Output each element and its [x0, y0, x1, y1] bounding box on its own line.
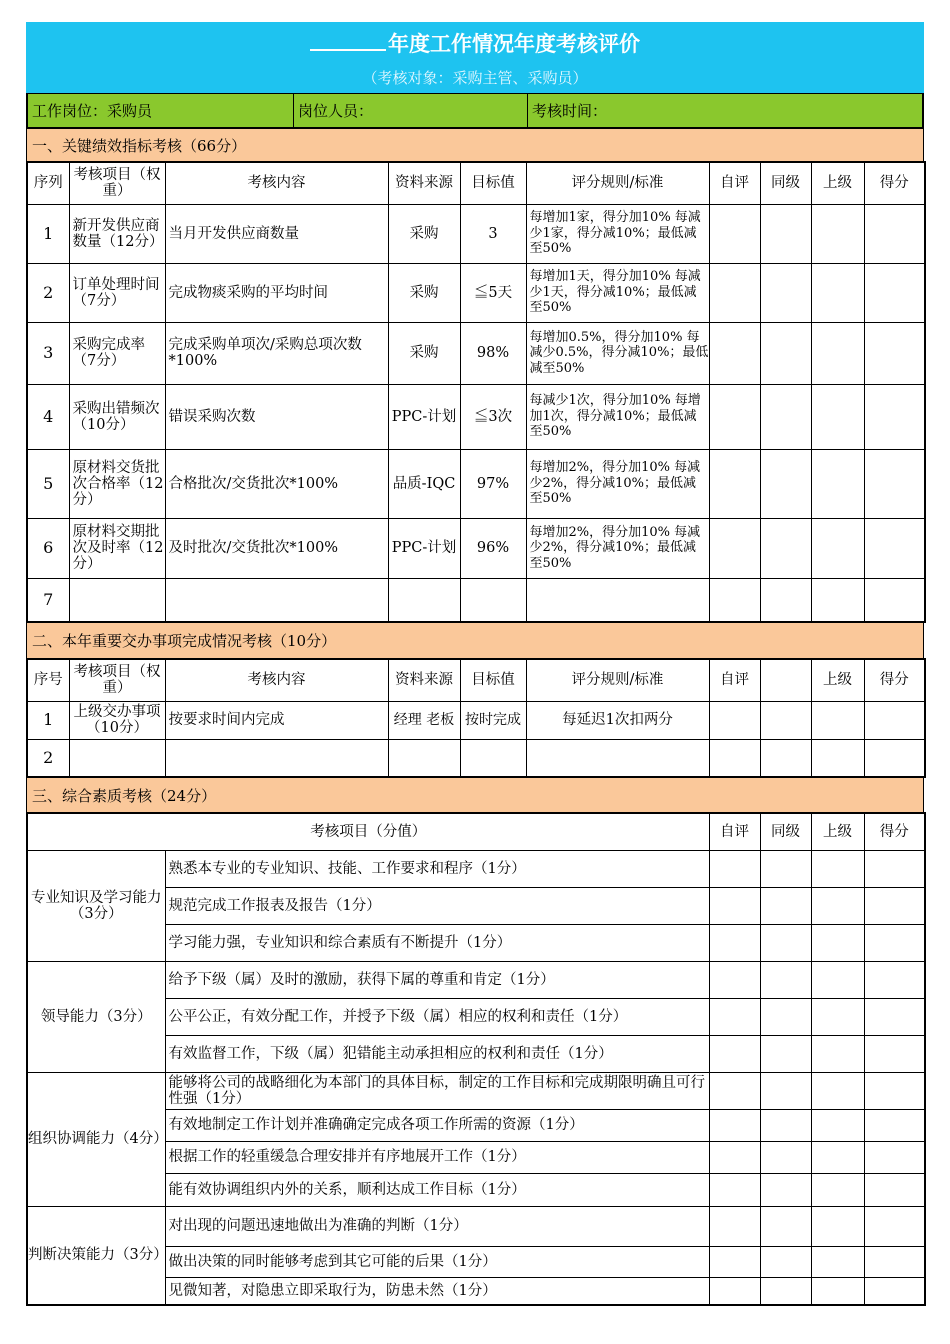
row-content: 合格批次/交货批次*100% [165, 449, 388, 518]
peer-score-cell[interactable] [760, 1206, 811, 1246]
final-score-cell[interactable] [864, 263, 925, 322]
page-title-text: 年度工作情况年度考核评价 [388, 31, 640, 56]
row-rule: 每增加1天，得分加10% 每减少1天，得分减10%；最低减至50% [526, 263, 709, 322]
final-score-cell[interactable] [864, 1141, 925, 1173]
self-score-cell[interactable] [709, 739, 760, 777]
self-score-cell[interactable] [709, 204, 760, 263]
superior-score-cell[interactable] [811, 384, 864, 449]
header-cell: 同级 [760, 162, 811, 204]
section2-title: 二、本年重要交办事项完成情况考核（10分） [26, 623, 924, 658]
header-cell: 序列 [27, 162, 69, 204]
header-cell [760, 659, 811, 701]
row-rule: 每减少1次，得分加10% 每增加1次，得分减10%；最低减至50% [526, 384, 709, 449]
row-item: 订单处理时间（7分） [69, 263, 165, 322]
superior-score-cell[interactable] [811, 998, 864, 1035]
peer-score-cell[interactable] [760, 1109, 811, 1141]
row-content: 按要求时间内完成 [165, 701, 388, 739]
info-bar [26, 93, 924, 129]
table-row [27, 1072, 925, 1109]
superior-score-cell[interactable] [811, 1246, 864, 1277]
table-row [27, 518, 925, 578]
self-score-cell[interactable] [709, 1206, 760, 1246]
superior-score-cell[interactable] [811, 1277, 864, 1305]
criterion-text: 公平公正，有效分配工作，并授予下级（属）相应的权利和责任（1分） [165, 998, 709, 1035]
table-row [27, 322, 925, 384]
header-cell: 同级 [760, 813, 811, 850]
header-cell: 考核内容 [165, 162, 388, 204]
row-source: 经理 老板 [388, 701, 460, 739]
final-score-cell[interactable] [864, 701, 925, 739]
group-name: 领导能力（3分） [27, 961, 165, 1072]
header-cell: 上级 [811, 162, 864, 204]
final-score-cell[interactable] [864, 887, 925, 924]
self-score-cell[interactable] [709, 850, 760, 887]
header-cell: 上级 [811, 813, 864, 850]
table-row [27, 449, 925, 518]
peer-score-cell[interactable] [760, 578, 811, 622]
superior-score-cell[interactable] [811, 204, 864, 263]
row-item: 原材料交货批次合格率（12分） [69, 449, 165, 518]
criterion-text: 有效监督工作，下级（属）犯错能主动承担相应的权利和责任（1分） [165, 1035, 709, 1072]
row-number: 1 [27, 204, 69, 263]
peer-score-cell[interactable] [760, 384, 811, 449]
row-source: 采购 [388, 322, 460, 384]
criterion-text: 能有效协调组织内外的关系，顺利达成工作目标（1分） [165, 1173, 709, 1206]
peer-score-cell[interactable] [760, 449, 811, 518]
table-row [27, 263, 925, 322]
row-rule: 每增加0.5%，得分加10% 每减少0.5%，得分减10%；最低减至50% [526, 322, 709, 384]
row-number: 2 [27, 263, 69, 322]
row-content: 错误采购次数 [165, 384, 388, 449]
criterion-text: 对出现的问题迅速地做出为准确的判断（1分） [165, 1206, 709, 1246]
self-score-cell[interactable] [709, 961, 760, 998]
group-name: 判断决策能力（3分） [27, 1206, 165, 1305]
row-number: 4 [27, 384, 69, 449]
table-row [27, 701, 925, 739]
quality-table [26, 812, 926, 1306]
row-item: 新开发供应商数量（12分） [69, 204, 165, 263]
final-score-cell[interactable] [864, 1206, 925, 1246]
row-item: 原材料交期批次及时率（12分） [69, 518, 165, 578]
table-row [27, 1206, 925, 1246]
final-score-cell[interactable] [864, 739, 925, 777]
self-score-cell[interactable] [709, 701, 760, 739]
final-score-cell[interactable] [864, 1173, 925, 1206]
page-title [27, 22, 923, 58]
criterion-text: 有效地制定工作计划并准确确定完成各项工作所需的资源（1分） [165, 1109, 709, 1141]
table-header-row [27, 659, 925, 701]
row-item: 采购完成率（7分） [69, 322, 165, 384]
peer-score-cell[interactable] [760, 1246, 811, 1277]
row-rule[interactable] [526, 578, 709, 622]
row-target: 96% [460, 518, 526, 578]
superior-score-cell[interactable] [811, 701, 864, 739]
superior-score-cell[interactable] [811, 322, 864, 384]
peer-score-cell[interactable] [760, 850, 811, 887]
self-score-cell[interactable] [709, 384, 760, 449]
self-score-cell[interactable] [709, 1246, 760, 1277]
kpi-table [26, 161, 926, 623]
peer-score-cell[interactable] [760, 1141, 811, 1173]
peer-score-cell[interactable] [760, 961, 811, 998]
peer-score-cell[interactable] [760, 263, 811, 322]
header-cell: 评分规则/标准 [526, 162, 709, 204]
header-cell: 得分 [864, 659, 925, 701]
row-source[interactable] [388, 739, 460, 777]
superior-score-cell[interactable] [811, 1173, 864, 1206]
criterion-text: 给予下级（属）及时的激励，获得下属的尊重和肯定（1分） [165, 961, 709, 998]
row-target: 按时完成 [460, 701, 526, 739]
row-number: 1 [27, 701, 69, 739]
peer-score-cell[interactable] [760, 739, 811, 777]
row-content: 及时批次/交货批次*100% [165, 518, 388, 578]
peer-score-cell[interactable] [760, 204, 811, 263]
final-score-cell[interactable] [864, 1072, 925, 1109]
header-cell: 考核项目（权重） [69, 659, 165, 701]
row-number: 3 [27, 322, 69, 384]
superior-score-cell[interactable] [811, 961, 864, 998]
row-target: 98% [460, 322, 526, 384]
header-cell: 得分 [864, 813, 925, 850]
appraisal-sheet [26, 22, 924, 1306]
self-score-cell[interactable] [709, 449, 760, 518]
final-score-cell[interactable] [864, 204, 925, 263]
page-subtitle: （考核对象：采购主管、采购员） [362, 69, 588, 87]
row-rule[interactable] [526, 739, 709, 777]
criterion-text: 根据工作的轻重缓急合理安排并有序地展开工作（1分） [165, 1141, 709, 1173]
row-rule: 每延迟1次扣两分 [526, 701, 709, 739]
superior-score-cell[interactable] [811, 887, 864, 924]
row-item: 上级交办事项（10分） [69, 701, 165, 739]
row-item[interactable] [69, 578, 165, 622]
row-source: PPC-计划 [388, 518, 460, 578]
table-row [27, 578, 925, 622]
final-score-cell[interactable] [864, 518, 925, 578]
row-number: 5 [27, 449, 69, 518]
row-source: PPC-计划 [388, 384, 460, 449]
header-cell: 序号 [27, 659, 69, 701]
row-target[interactable] [460, 739, 526, 777]
row-content: 完成采购单项次/采购总项次数*100% [165, 322, 388, 384]
final-score-cell[interactable] [864, 1035, 925, 1072]
criterion-text: 见微知著，对隐患立即采取行为，防患未然（1分） [165, 1277, 709, 1305]
peer-score-cell[interactable] [760, 924, 811, 961]
superior-score-cell[interactable] [811, 924, 864, 961]
row-number: 6 [27, 518, 69, 578]
header-cell: 自评 [709, 813, 760, 850]
self-score-cell[interactable] [709, 1109, 760, 1141]
row-rule: 每增加1家，得分加10% 每减少1家，得分减10%；最低减至50% [526, 204, 709, 263]
peer-score-cell[interactable] [760, 1035, 811, 1072]
superior-score-cell[interactable] [811, 263, 864, 322]
final-score-cell[interactable] [864, 578, 925, 622]
header-cell: 自评 [709, 659, 760, 701]
row-rule: 每增加2%，得分加10% 每减少2%，得分减10%；最低减至50% [526, 518, 709, 578]
row-target[interactable] [460, 578, 526, 622]
group-name: 专业知识及学习能力（3分） [27, 850, 165, 961]
peer-score-cell[interactable] [760, 322, 811, 384]
row-target: ≦3次 [460, 384, 526, 449]
self-score-cell[interactable] [709, 1277, 760, 1305]
table-row [27, 850, 925, 887]
criterion-text: 能够将公司的战略细化为本部门的具体目标，制定的工作目标和完成期限明确且可行性强（1分） [165, 1072, 709, 1109]
header-cell: 资料来源 [388, 162, 460, 204]
final-score-cell[interactable] [864, 961, 925, 998]
title-band [26, 22, 924, 93]
group-name: 组织协调能力（4分） [27, 1072, 165, 1206]
criterion-text: 做出决策的同时能够考虑到其它可能的后果（1分） [165, 1246, 709, 1277]
final-score-cell[interactable] [864, 1246, 925, 1277]
table-row [27, 204, 925, 263]
table-row [27, 384, 925, 449]
row-source: 品质-IQC [388, 449, 460, 518]
header-cell: 考核项目（分值） [27, 813, 709, 850]
peer-score-cell[interactable] [760, 518, 811, 578]
superior-score-cell[interactable] [811, 1035, 864, 1072]
superior-score-cell[interactable] [811, 739, 864, 777]
final-score-cell[interactable] [864, 322, 925, 384]
row-source[interactable] [388, 578, 460, 622]
self-score-cell[interactable] [709, 1141, 760, 1173]
final-score-cell[interactable] [864, 850, 925, 887]
assignment-table [26, 658, 926, 778]
final-score-cell[interactable] [864, 998, 925, 1035]
section1-title: 一、关键绩效指标考核（66分） [26, 129, 924, 161]
time-field[interactable]: 考核时间： [532, 102, 608, 120]
self-score-cell[interactable] [709, 263, 760, 322]
superior-score-cell[interactable] [811, 449, 864, 518]
header-cell: 资料来源 [388, 659, 460, 701]
row-target: ≦5天 [460, 263, 526, 322]
row-content[interactable] [165, 578, 388, 622]
self-score-cell[interactable] [709, 1072, 760, 1109]
superior-score-cell[interactable] [811, 518, 864, 578]
section3-title: 三、综合素质考核（24分） [26, 778, 924, 812]
peer-score-cell[interactable] [760, 701, 811, 739]
criterion-text: 熟悉本专业的专业知识、技能、工作要求和程序（1分） [165, 850, 709, 887]
self-score-cell[interactable] [709, 518, 760, 578]
table-header-row [27, 162, 925, 204]
peer-score-cell[interactable] [760, 998, 811, 1035]
row-content: 当月开发供应商数量 [165, 204, 388, 263]
superior-score-cell[interactable] [811, 1072, 864, 1109]
row-item: 采购出错频次（10分） [69, 384, 165, 449]
superior-score-cell[interactable] [811, 1109, 864, 1141]
title-blank[interactable] [310, 33, 386, 51]
self-score-cell[interactable] [709, 578, 760, 622]
criterion-text: 学习能力强，专业知识和综合素质有不断提升（1分） [165, 924, 709, 961]
self-score-cell[interactable] [709, 998, 760, 1035]
superior-score-cell[interactable] [811, 1141, 864, 1173]
row-target: 3 [460, 204, 526, 263]
self-score-cell[interactable] [709, 924, 760, 961]
peer-score-cell[interactable] [760, 1173, 811, 1206]
superior-score-cell[interactable] [811, 1206, 864, 1246]
header-cell: 得分 [864, 162, 925, 204]
row-content: 完成物痰采购的平均时间 [165, 263, 388, 322]
header-cell: 目标值 [460, 659, 526, 701]
peer-score-cell[interactable] [760, 1277, 811, 1305]
header-cell: 考核内容 [165, 659, 388, 701]
header-cell: 自评 [709, 162, 760, 204]
row-number: 7 [27, 578, 69, 622]
row-rule: 每增加2%，得分加10% 每减少2%，得分减10%；最低减至50% [526, 449, 709, 518]
table-header-row [27, 813, 925, 850]
table-row [27, 739, 925, 777]
header-cell: 考核项目（权重） [69, 162, 165, 204]
header-cell: 目标值 [460, 162, 526, 204]
person-field[interactable]: 岗位人员： [294, 94, 528, 127]
row-source: 采购 [388, 204, 460, 263]
self-score-cell[interactable] [709, 887, 760, 924]
post-field[interactable]: 工作岗位：采购员 [28, 94, 294, 127]
row-number: 2 [27, 739, 69, 777]
table-row [27, 961, 925, 998]
final-score-cell[interactable] [864, 1277, 925, 1305]
header-cell: 上级 [811, 659, 864, 701]
header-cell: 评分规则/标准 [526, 659, 709, 701]
final-score-cell[interactable] [864, 1109, 925, 1141]
self-score-cell[interactable] [709, 1035, 760, 1072]
superior-score-cell[interactable] [811, 578, 864, 622]
final-score-cell[interactable] [864, 924, 925, 961]
superior-score-cell[interactable] [811, 850, 864, 887]
final-score-cell[interactable] [864, 384, 925, 449]
row-item[interactable] [69, 739, 165, 777]
self-score-cell[interactable] [709, 322, 760, 384]
criterion-text: 规范完成工作报表及报告（1分） [165, 887, 709, 924]
row-source: 采购 [388, 263, 460, 322]
final-score-cell[interactable] [864, 449, 925, 518]
peer-score-cell[interactable] [760, 887, 811, 924]
row-content[interactable] [165, 739, 388, 777]
row-target: 97% [460, 449, 526, 518]
peer-score-cell[interactable] [760, 1072, 811, 1109]
self-score-cell[interactable] [709, 1173, 760, 1206]
